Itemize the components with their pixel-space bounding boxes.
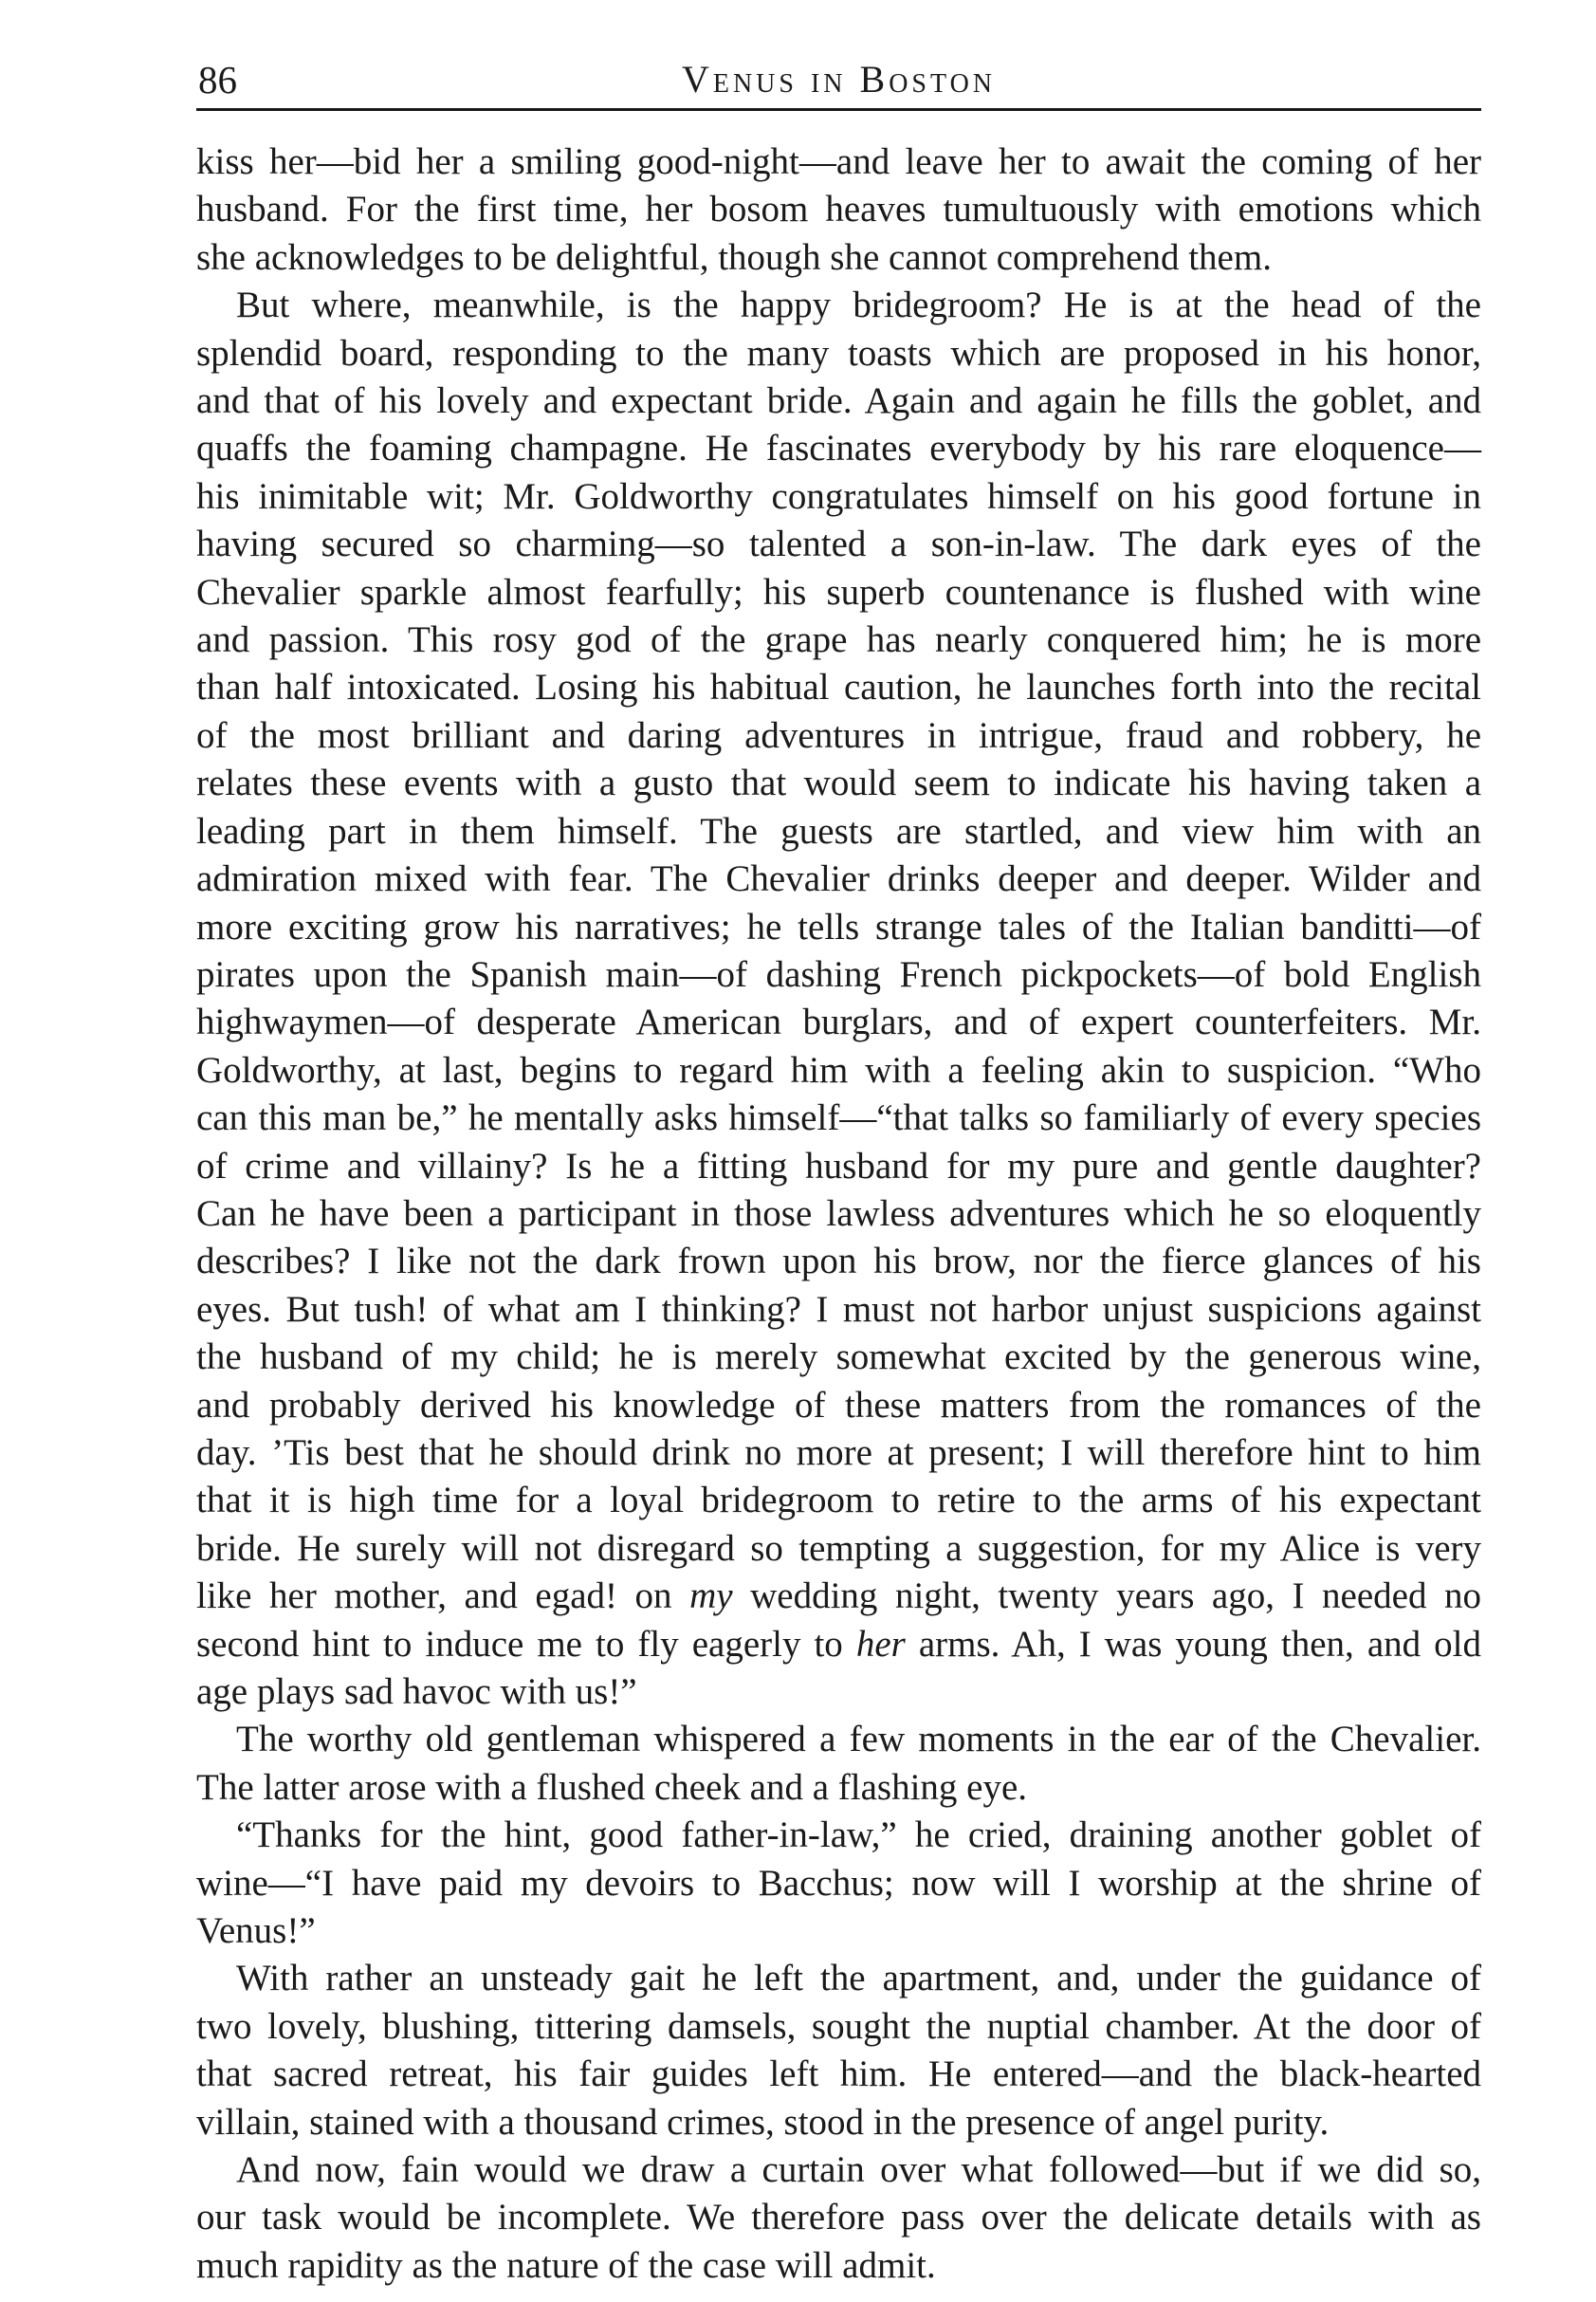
page-number: 86: [198, 58, 237, 101]
text-line: leading part in them himself. The guests are startled, and view him with an: [196, 810, 1481, 852]
text-line: the husband of my child; he is merely somewhat excited by the generous wine,: [196, 1336, 1481, 1378]
text-line: The worthy old gentleman whispered a few moments in the ear of the Chevalier.: [236, 1719, 1481, 1760]
body-text: [196, 138, 1481, 2290]
text-line: But where, meanwhile, is the happy bridegroom? He is at the head of the: [236, 285, 1481, 326]
text-line: and passion. This rosy god of the grape has nearly conquered him; he is more: [196, 619, 1481, 661]
text-line: like her mother, and egad! on my wedding night, twenty years ago, I needed no: [196, 1575, 1481, 1617]
running-title: Venus in Boston: [681, 58, 997, 101]
text-line: she acknowledges to be delightful, though she cannot comprehend them.: [196, 236, 1272, 278]
text-line: pirates upon the Spanish main—of dashing French pickpockets—of bold English: [196, 953, 1481, 995]
text-line: eyes. But tush! of what am I thinking? I must not harbor unjust suspicions against: [196, 1288, 1481, 1330]
text-line: much rapidity as the nature of the case will admit.: [196, 2244, 936, 2286]
text-line: bride. He surely will not disregard so tempting a suggestion, for my Alice is very: [196, 1527, 1481, 1569]
paragraph: [196, 282, 1481, 1716]
text-line: highwaymen—of desperate American burglars, and of expert counterfeiters. Mr.: [196, 1002, 1481, 1043]
text-line: Venus!”: [196, 1910, 316, 1952]
text-line: that it is high time for a loyal bridegroom to retire to the arms of his expectant: [196, 1480, 1481, 1521]
text-line: his inimitable wit; Mr. Goldworthy congratulates himself on his good fortune in: [196, 475, 1481, 517]
text-line: our task would be incomplete. We therefore pass over the delicate details with as: [196, 2197, 1481, 2238]
text-line: second hint to induce me to fly eagerly to her arms. Ah, I was young then, and old: [196, 1623, 1481, 1665]
text-line: The latter arose with a flushed cheek and a flashing eye.: [196, 1766, 1028, 1808]
text-line: quaffs the foaming champagne. He fascinates everybody by his rare eloquence—: [196, 428, 1481, 470]
text-line: relates these events with a gusto that would seem to indicate his having taken a: [196, 763, 1481, 804]
text-line: wine—“I have paid my devoirs to Bacchus; now will I worship at the shrine of: [196, 1862, 1481, 1904]
text-line: and probably derived his knowledge of these matters from the romances of the: [196, 1384, 1481, 1426]
text-line: admiration mixed with fear. The Chevalier drinks deeper and deeper. Wilder and: [196, 858, 1481, 900]
paragraph: [196, 1716, 1481, 1812]
paragraph: [196, 138, 1481, 282]
text-line: describes? I like not the dark frown upon his brow, nor the fierce glances of his: [196, 1241, 1481, 1282]
text-line: two lovely, blushing, tittering damsels, sought the nuptial chamber. At the door of: [196, 2005, 1481, 2047]
text-line: husband. For the first time, her bosom heaves tumultuously with emotions which: [196, 189, 1481, 230]
text-line: Goldworthy, at last, begins to regard him with a feeling akin to suspicion. “Who: [196, 1049, 1481, 1091]
text-line: than half intoxicated. Losing his habitual caution, he launches forth into the recital: [196, 667, 1481, 709]
text-line: of crime and villainy? Is he a fitting husband for my pure and gentle daughter?: [196, 1145, 1481, 1187]
text-line: With rather an unsteady gait he left the apartment, and, under the guidance of: [236, 1958, 1481, 1999]
paragraph: [196, 1812, 1481, 1955]
text-line: villain, stained with a thousand crimes, stood in the presence of angel purity.: [196, 2101, 1330, 2143]
paragraph: [196, 1955, 1481, 2146]
text-line: Can he have been a participant in those lawless adventures which he so eloquently: [196, 1192, 1481, 1234]
text-line: splendid board, responding to the many toasts which are proposed in his honor,: [196, 332, 1481, 374]
text-line: having secured so charming—so talented a son-in-law. The dark eyes of the: [196, 524, 1481, 565]
text-line: And now, fain would we draw a curtain over what followed—but if we did so,: [236, 2149, 1481, 2191]
paragraph: [196, 2146, 1481, 2290]
text-line: that sacred retreat, his fair guides left him. He entered—and the black-hearted: [196, 2053, 1481, 2095]
text-line: of the most brilliant and daring adventures in intrigue, fraud and robbery, he: [196, 714, 1481, 756]
text-line: and that of his lovely and expectant bride. Again and again he fills the goblet, and: [196, 380, 1481, 422]
text-line: Chevalier sparkle almost fearfully; his superb countenance is flushed with wine: [196, 571, 1481, 613]
text-line: can this man be,” he mentally asks himself—“that talks so familiarly of every species: [196, 1097, 1481, 1139]
running-head: [196, 55, 1481, 111]
text-line: kiss her—bid her a smiling good-night—and leave her to await the coming of her: [196, 141, 1481, 182]
text-line: “Thanks for the hint, good father-in-law,” he cried, draining another goblet of: [236, 1814, 1481, 1856]
text-line: more exciting grow his narratives; he tells strange tales of the Italian banditti—of: [196, 906, 1481, 948]
text-line: day. ’Tis best that he should drink no more at present; I will therefore hint to him: [196, 1431, 1481, 1473]
text-line: age plays sad havoc with us!”: [196, 1671, 637, 1712]
